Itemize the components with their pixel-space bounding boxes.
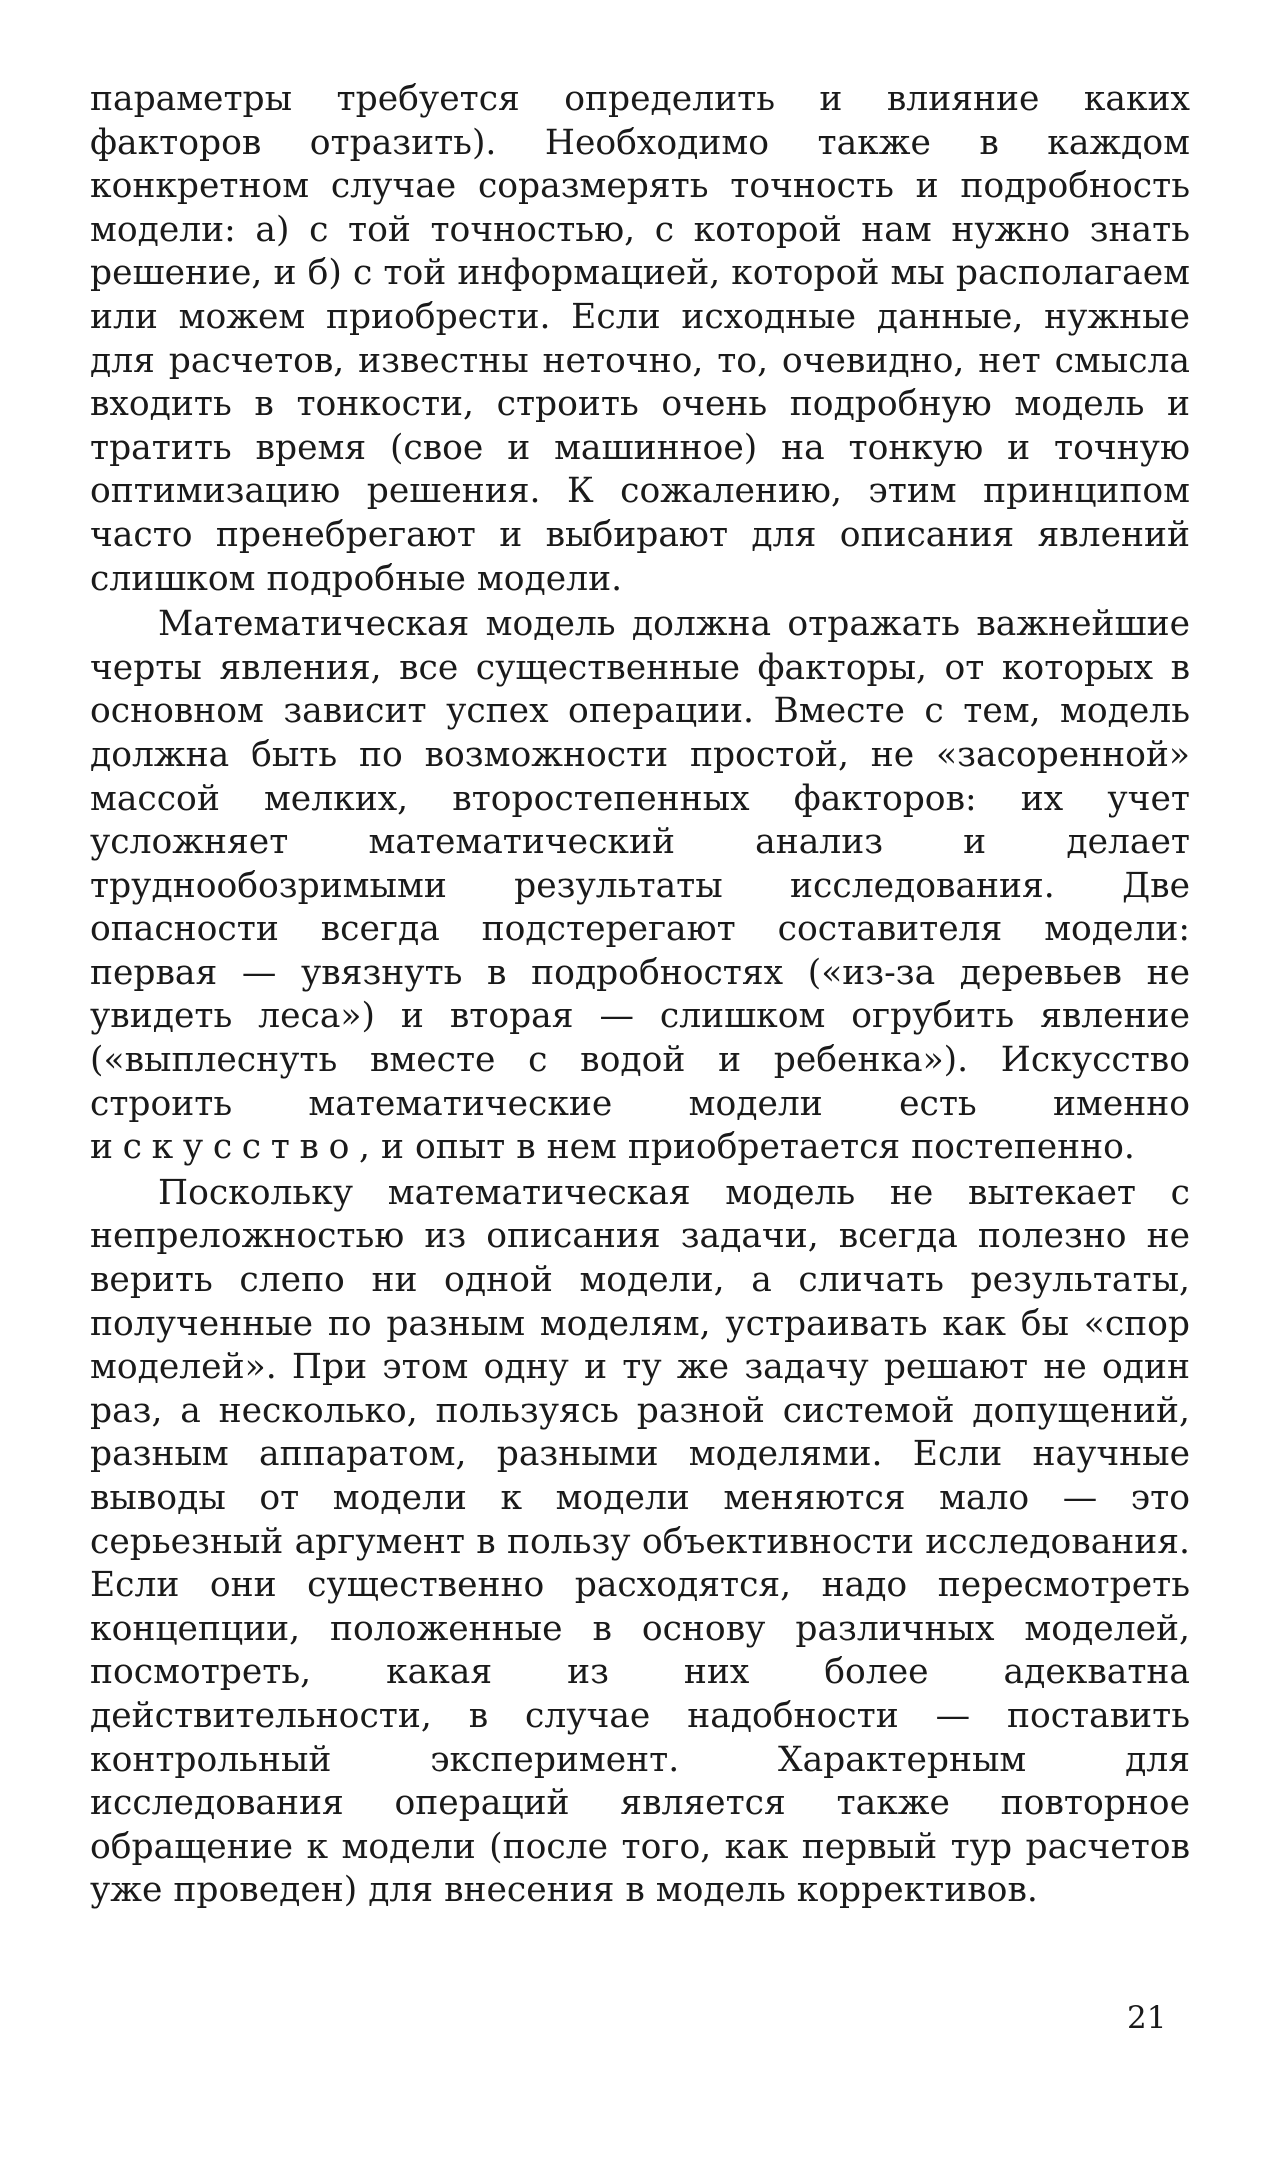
paragraph-3: Поскольку математическая модель не вытекает с непреложностью из описания задачи, всегда полезно не верить слепо ни одной модели, а сличать результаты, полученные по разным моделям, устраивать как бы «спор моделей». При этом одну и ту же задачу решают не один раз, а несколько, пользуясь разной системой допущений, разным аппаратом, разными моделями. Если научные выводы от модели к модели меняются мало — это серьезный аргумент в пользу объективности исследования. Если они существенно расходятся, надо пересмотреть концепции, положенные в основу различных моделей, посмотреть, какая из них более адекватна действительности, в случае надобности — поставить контрольный эксперимент. Характерным для исследования операций является также повторное обращение к модели (после того, как первый тур расчетов уже проведен) для внесения в модель коррективов. [90,1172,1190,1911]
emphasis-iskusstvo: искусство [90,1127,360,1168]
paragraph-2-text-end: , и опыт в нем приобретается постепенно. [359,1127,1135,1168]
paragraph-2 [90,603,1190,1170]
paragraph-2-text-start: Математическая модель должна отражать важнейшие черты явления, все существенные факторы, от которых в основном зависит успех операции. Вместе с тем, модель должна быть по возможности простой, не «засоренной» массой мелких, второстепенных факторов: их учет усложняет математический анализ и делает труднообозримыми результаты исследования. Две опасности всегда подстерегают составителя модели: первая — увязнуть в подробностях («из-за деревьев не увидеть леса») и вторая — слишком огрубить явление («выплеснуть вместе с водой и ребенка»). Искусство строить математические модели есть именно [90,604,1190,1124]
paragraph-1: параметры требуется определить и влияние каких факторов отразить). Необходимо также в каждом конкретном случае соразмерять точность и подробность модели: а) с той точностью, с которой нам нужно знать решение, и б) с той информацией, которой мы располагаем или можем приобрести. Если исходные данные, нужные для расчетов, известны неточно, то, очевидно, нет смысла входить в тонкости, строить очень подробную модель и тратить время (свое и машинное) на тонкую и точную оптимизацию решения. К сожалению, этим принципом часто пренебрегают и выбирают для описания явлений слишком подробные модели. [90,79,1190,599]
page-body [90,78,1190,1913]
page-number: 21 [1127,2000,1167,2036]
